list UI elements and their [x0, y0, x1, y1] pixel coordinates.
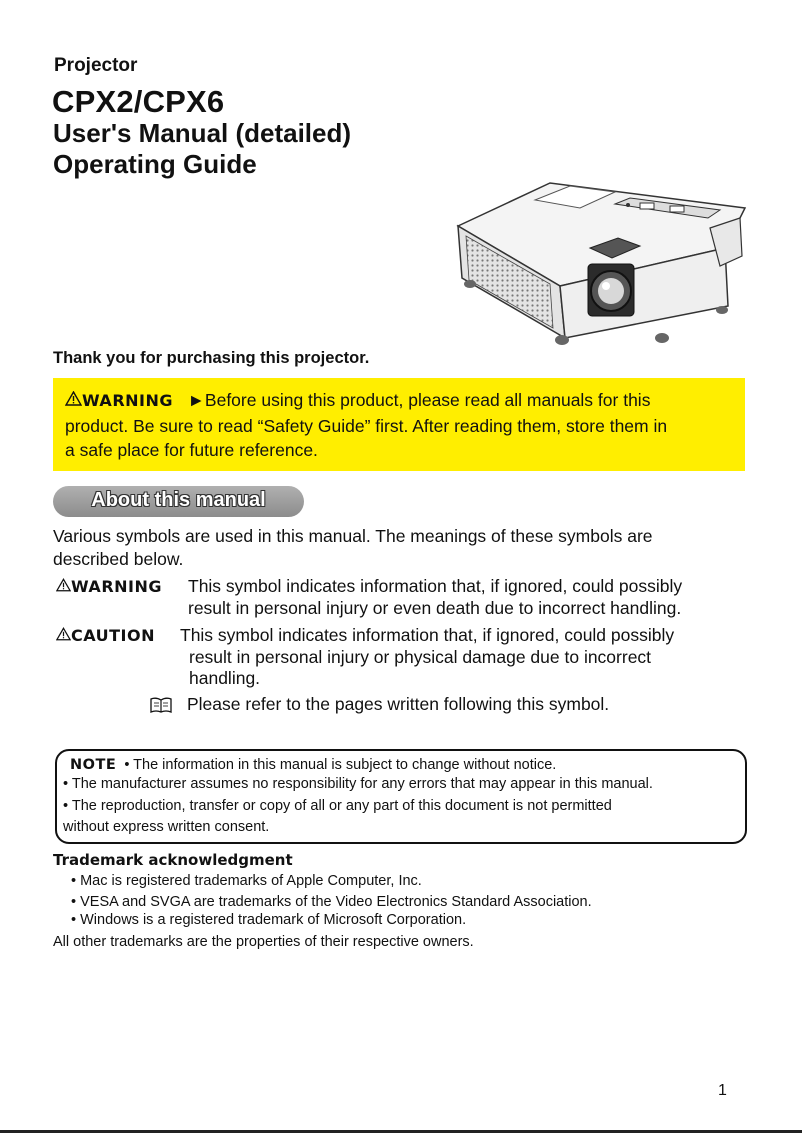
warning-box-text-1: ►Before using this product, please read all manuals for this [187, 390, 651, 410]
caution-symbol-row [56, 625, 155, 646]
book-reference-text: Please refer to the pages written following this symbol. [187, 694, 610, 714]
note-line-3: • The reproduction, transfer or copy of all or any part of this document is not permitted [63, 798, 612, 814]
thanks-heading: Thank you for purchasing this projector. [53, 349, 370, 367]
note-text-1: • The information in this manual is subject to change without notice. [124, 757, 557, 773]
caution-triangle-icon [56, 627, 71, 641]
page-number: 1 [718, 1082, 727, 1099]
note-label: NOTE [70, 757, 117, 773]
trademark-item: • Mac is registered trademarks of Apple Computer, Inc. [71, 873, 422, 889]
trademark-item: • Windows is a registered trademark of Microsoft Corporation. [71, 912, 467, 928]
warning-description-line-2: result in personal injury or even death due to incorrect handling. [188, 598, 682, 618]
about-intro-line-2: described below. [53, 549, 184, 569]
warning-box-line-1 [65, 390, 650, 411]
warning-symbol-label: WARNING [71, 577, 162, 596]
trademark-item: • VESA and SVGA are trademarks of the Video Electronics Standard Association. [71, 894, 592, 910]
warning-triangle-icon [56, 578, 71, 592]
product-category: Projector [54, 55, 138, 76]
warning-box-label: WARNING [82, 391, 173, 410]
warning-box-line-2: product. Be sure to read “Safety Guide” first. After reading them, store them in [65, 416, 668, 436]
warning-symbol-row [56, 576, 162, 597]
warning-description-line-1: This symbol indicates information that, if ignored, could possibly [188, 576, 683, 596]
note-line-1 [70, 757, 556, 773]
book-icon [150, 697, 172, 713]
projector-illustration [440, 178, 750, 350]
about-intro-line-1: Various symbols are used in this manual. The meanings of these symbols are [53, 526, 653, 546]
note-line-4: without express written consent. [63, 819, 270, 835]
manual-title: User's Manual (detailed) [53, 118, 352, 148]
trademark-heading: Trademark acknowledgment [53, 851, 293, 869]
warning-box [53, 378, 745, 471]
bottom-rule [0, 1130, 802, 1133]
note-line-2: • The manufacturer assumes no responsibility for any errors that may appear in this manual. [63, 776, 653, 792]
model-title: CPX2/CPX6 [52, 84, 225, 119]
about-heading-text: About this manual [91, 489, 266, 511]
caution-symbol-label: CAUTION [71, 626, 155, 645]
caution-description-line-1: This symbol indicates information that, if ignored, could possibly [180, 625, 675, 645]
warning-box-line-3: a safe place for future reference. [65, 440, 318, 460]
caution-description-line-3: handling. [189, 668, 261, 688]
caution-description-line-2: result in personal injury or physical damage due to incorrect [189, 647, 652, 667]
guide-title: Operating Guide [53, 149, 257, 179]
warning-triangle-icon [65, 391, 82, 406]
trademark-footer: All other trademarks are the properties of their respective owners. [53, 934, 474, 950]
about-section-heading [53, 486, 304, 517]
